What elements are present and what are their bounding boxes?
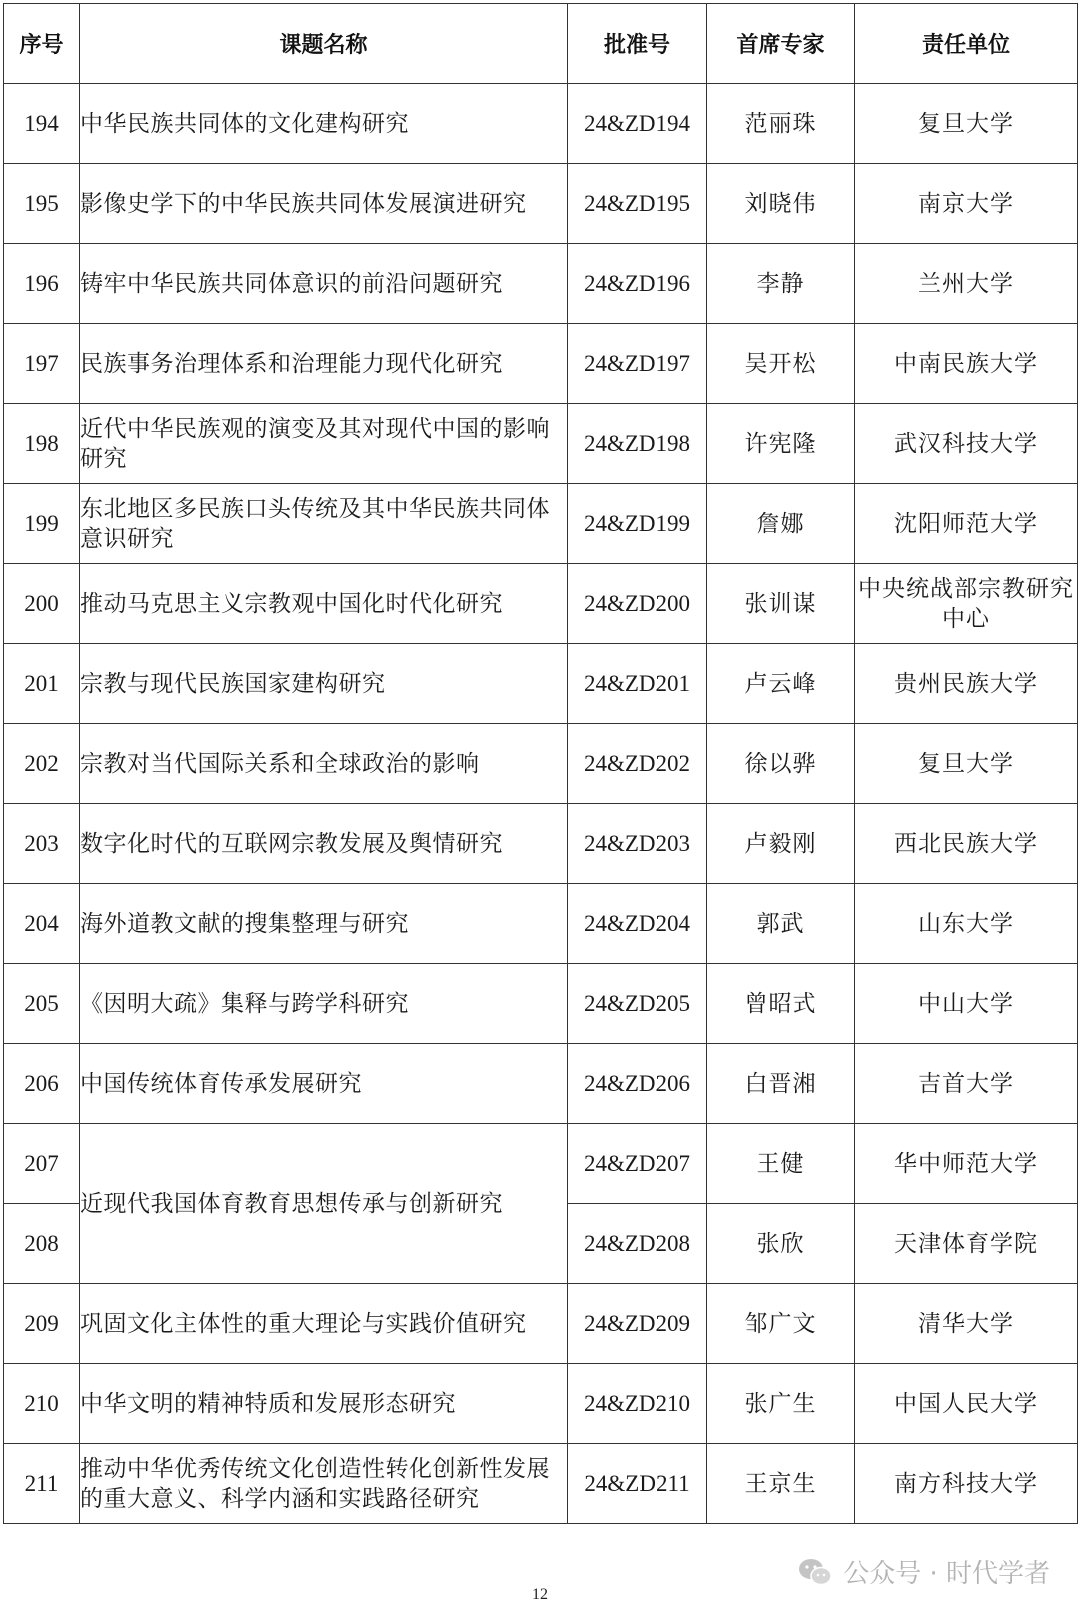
row-unit: 复旦大学 (855, 724, 1078, 804)
row-no: 198 (4, 404, 80, 484)
row-title: 《因明大疏》集释与跨学科研究 (80, 964, 568, 1044)
row-expert: 卢云峰 (707, 644, 855, 724)
wechat-icon (797, 1557, 833, 1587)
row-approval: 24&ZD205 (568, 964, 707, 1044)
table-row (4, 884, 1078, 964)
table-row (4, 1044, 1078, 1124)
header-title: 课题名称 (80, 4, 568, 84)
row-unit: 天津体育学院 (855, 1204, 1078, 1284)
row-unit: 中山大学 (855, 964, 1078, 1044)
row-approval: 24&ZD197 (568, 324, 707, 404)
table-row (4, 1364, 1078, 1444)
row-approval: 24&ZD209 (568, 1284, 707, 1364)
row-expert: 张训谋 (707, 564, 855, 644)
row-title: 铸牢中华民族共同体意识的前沿问题研究 (80, 244, 568, 324)
row-no: 210 (4, 1364, 80, 1444)
row-title: 推动中华优秀传统文化创造性转化创新性发展的重大意义、科学内涵和实践路径研究 (80, 1444, 568, 1524)
table-row (4, 804, 1078, 884)
row-expert: 吴开松 (707, 324, 855, 404)
table-header-row (4, 4, 1078, 84)
row-no: 197 (4, 324, 80, 404)
row-approval: 24&ZD203 (568, 804, 707, 884)
row-approval: 24&ZD200 (568, 564, 707, 644)
row-no: 206 (4, 1044, 80, 1124)
row-title: 巩固文化主体性的重大理论与实践价值研究 (80, 1284, 568, 1364)
row-approval: 24&ZD196 (568, 244, 707, 324)
row-no: 207 (4, 1124, 80, 1204)
row-expert: 李静 (707, 244, 855, 324)
row-no: 203 (4, 804, 80, 884)
watermark-text: 公众号 · 时代学者 (843, 1559, 1050, 1589)
row-title: 东北地区多民族口头传统及其中华民族共同体意识研究 (80, 484, 568, 564)
row-expert: 詹娜 (707, 484, 855, 564)
row-unit: 南方科技大学 (855, 1444, 1078, 1524)
header-approval: 批准号 (568, 4, 707, 84)
row-expert: 许宪隆 (707, 404, 855, 484)
row-unit: 清华大学 (855, 1284, 1078, 1364)
row-expert: 张广生 (707, 1364, 855, 1444)
row-title: 民族事务治理体系和治理能力现代化研究 (80, 324, 568, 404)
row-approval: 24&ZD207 (568, 1124, 707, 1204)
table-row (4, 404, 1078, 484)
row-title-merged: 近现代我国体育教育思想传承与创新研究 (80, 1124, 568, 1284)
row-unit: 贵州民族大学 (855, 644, 1078, 724)
row-expert: 曾昭式 (707, 964, 855, 1044)
row-expert: 徐以骅 (707, 724, 855, 804)
header-expert: 首席专家 (707, 4, 855, 84)
row-title: 海外道教文献的搜集整理与研究 (80, 884, 568, 964)
row-no: 200 (4, 564, 80, 644)
table-row (4, 84, 1078, 164)
row-title: 宗教对当代国际关系和全球政治的影响 (80, 724, 568, 804)
row-approval: 24&ZD208 (568, 1204, 707, 1284)
row-expert: 王健 (707, 1124, 855, 1204)
row-no: 209 (4, 1284, 80, 1364)
row-no: 208 (4, 1204, 80, 1284)
row-no: 201 (4, 644, 80, 724)
row-unit: 中南民族大学 (855, 324, 1078, 404)
row-unit: 中国人民大学 (855, 1364, 1078, 1444)
row-unit: 山东大学 (855, 884, 1078, 964)
header-unit: 责任单位 (855, 4, 1078, 84)
table-row (4, 1124, 1078, 1204)
row-approval: 24&ZD201 (568, 644, 707, 724)
row-approval: 24&ZD206 (568, 1044, 707, 1124)
table-row (4, 244, 1078, 324)
row-unit: 复旦大学 (855, 84, 1078, 164)
row-expert: 邹广文 (707, 1284, 855, 1364)
watermark (797, 1553, 1050, 1590)
row-expert: 张欣 (707, 1204, 855, 1284)
row-no: 211 (4, 1444, 80, 1524)
row-expert: 范丽珠 (707, 84, 855, 164)
row-approval: 24&ZD199 (568, 484, 707, 564)
row-expert: 刘晓伟 (707, 164, 855, 244)
table-row (4, 164, 1078, 244)
row-approval: 24&ZD204 (568, 884, 707, 964)
row-title: 中华文明的精神特质和发展形态研究 (80, 1364, 568, 1444)
table-row (4, 724, 1078, 804)
row-approval: 24&ZD195 (568, 164, 707, 244)
table-row (4, 964, 1078, 1044)
project-table (3, 3, 1078, 1524)
row-title: 推动马克思主义宗教观中国化时代化研究 (80, 564, 568, 644)
row-unit: 中央统战部宗教研究中心 (855, 564, 1078, 644)
row-approval: 24&ZD210 (568, 1364, 707, 1444)
row-approval: 24&ZD198 (568, 404, 707, 484)
row-title: 宗教与现代民族国家建构研究 (80, 644, 568, 724)
row-no: 195 (4, 164, 80, 244)
row-title: 影像史学下的中华民族共同体发展演进研究 (80, 164, 568, 244)
row-unit: 南京大学 (855, 164, 1078, 244)
row-expert: 郭武 (707, 884, 855, 964)
row-unit: 武汉科技大学 (855, 404, 1078, 484)
row-approval: 24&ZD211 (568, 1444, 707, 1524)
row-no: 205 (4, 964, 80, 1044)
row-title: 中国传统体育传承发展研究 (80, 1044, 568, 1124)
row-unit: 吉首大学 (855, 1044, 1078, 1124)
row-no: 196 (4, 244, 80, 324)
row-no: 194 (4, 84, 80, 164)
row-approval: 24&ZD202 (568, 724, 707, 804)
table-row (4, 484, 1078, 564)
header-no: 序号 (4, 4, 80, 84)
row-unit: 西北民族大学 (855, 804, 1078, 884)
table-row (4, 564, 1078, 644)
table-row (4, 1284, 1078, 1364)
table-row (4, 1444, 1078, 1524)
row-no: 204 (4, 884, 80, 964)
row-unit: 沈阳师范大学 (855, 484, 1078, 564)
row-title: 中华民族共同体的文化建构研究 (80, 84, 568, 164)
row-no: 199 (4, 484, 80, 564)
row-expert: 卢毅刚 (707, 804, 855, 884)
row-expert: 白晋湘 (707, 1044, 855, 1124)
table-row (4, 324, 1078, 404)
row-title: 数字化时代的互联网宗教发展及舆情研究 (80, 804, 568, 884)
page-number: 12 (532, 1586, 548, 1603)
row-expert: 王京生 (707, 1444, 855, 1524)
row-unit: 兰州大学 (855, 244, 1078, 324)
row-no: 202 (4, 724, 80, 804)
row-approval: 24&ZD194 (568, 84, 707, 164)
row-unit: 华中师范大学 (855, 1124, 1078, 1204)
row-title: 近代中华民族观的演变及其对现代中国的影响研究 (80, 404, 568, 484)
table-row (4, 644, 1078, 724)
